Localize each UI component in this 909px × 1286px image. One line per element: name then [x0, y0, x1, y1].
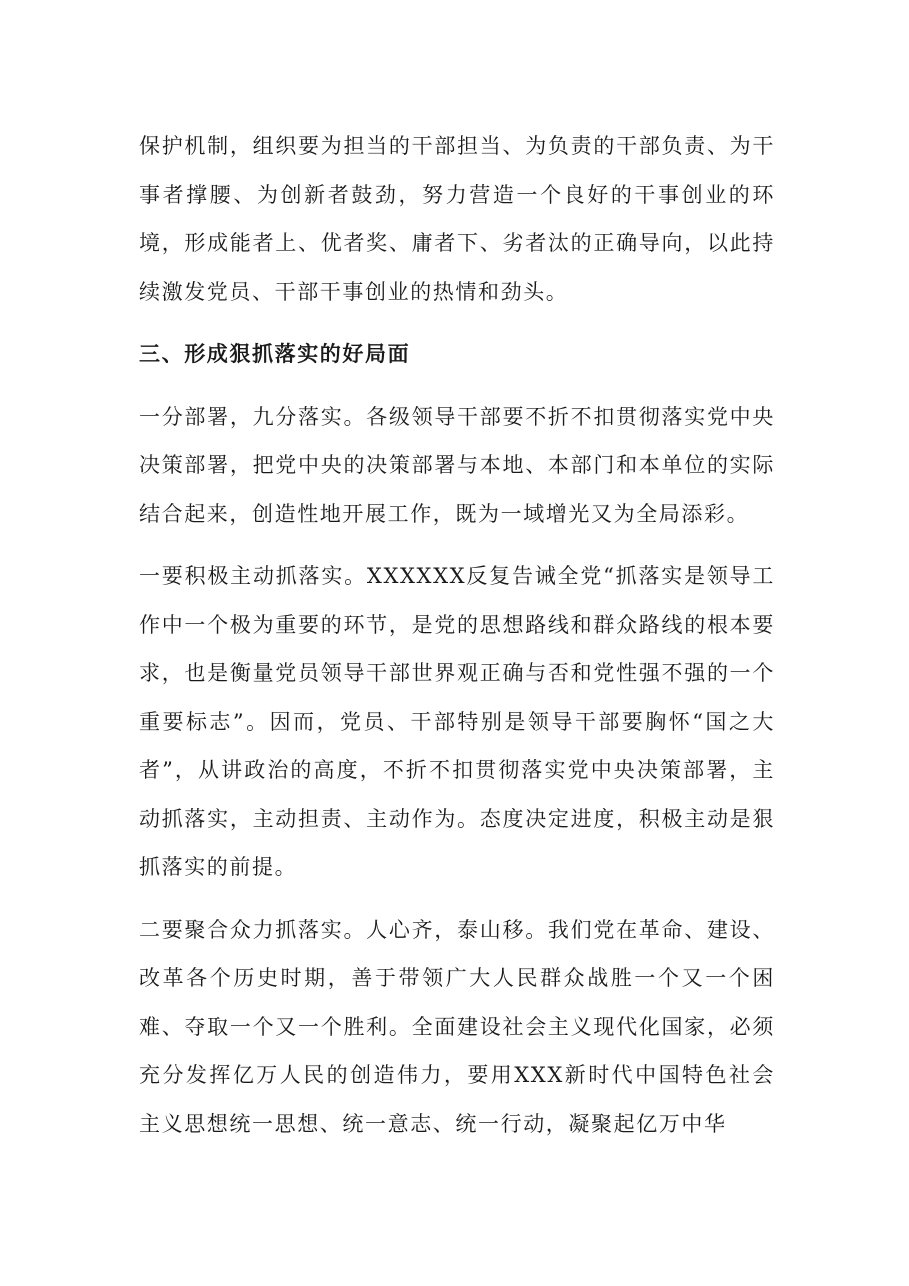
document-body — [139, 122, 775, 1162]
paragraph-4: 二要聚合众力抓落实。人心齐，泰山移。我们党在革命、建设、改革各个历史时期，善于带领广大人民群众战胜一个又一个困难、夺取一个又一个胜利。全面建设社会主义现代化国家，必须充分发挥亿万人民的创造伟力，要用XXX新时代中国特色社会主义思想统一思想、统一意志、统一行动，凝聚起亿万中华 — [139, 917, 775, 1136]
paragraph-2: 一分部署，九分落实。各级领导干部要不折不扣贯彻落实党中央决策部署，把党中央的决策部署与本地、本部门和本单位的实际结合起来，创造性地开展工作，既为一域增光又为全局添彩。 — [139, 404, 775, 526]
section-heading: 三、形成狠抓落实的好局面 — [139, 342, 411, 366]
paragraph-3: 一要积极主动抓落实。XXXXXX反复告诫全党“抓落实是领导工作中一个极为重要的环节，是党的思想路线和群众路线的根本要求，也是衡量党员领导干部世界观正确与否和党性强不强的一个重要标志”。因而，党员、干部特别是领导干部要胸怀“国之大者”，从讲政治的高度，不折不扣贯彻落实党中央决策部署，主动抓落实，主动担责、主动作为。态度决定进度，积极主动是狠抓落实的前提。 — [139, 564, 775, 879]
paragraph-1: 保护机制，组织要为担当的干部担当、为负责的干部负责、为干事者撑腰、为创新者鼓劲，努力营造一个良好的干事创业的环境，形成能者上、优者奖、庸者下、劣者汰的正确导向，以此持续激发党员、干部干事创业的热情和劲头。 — [139, 134, 775, 304]
